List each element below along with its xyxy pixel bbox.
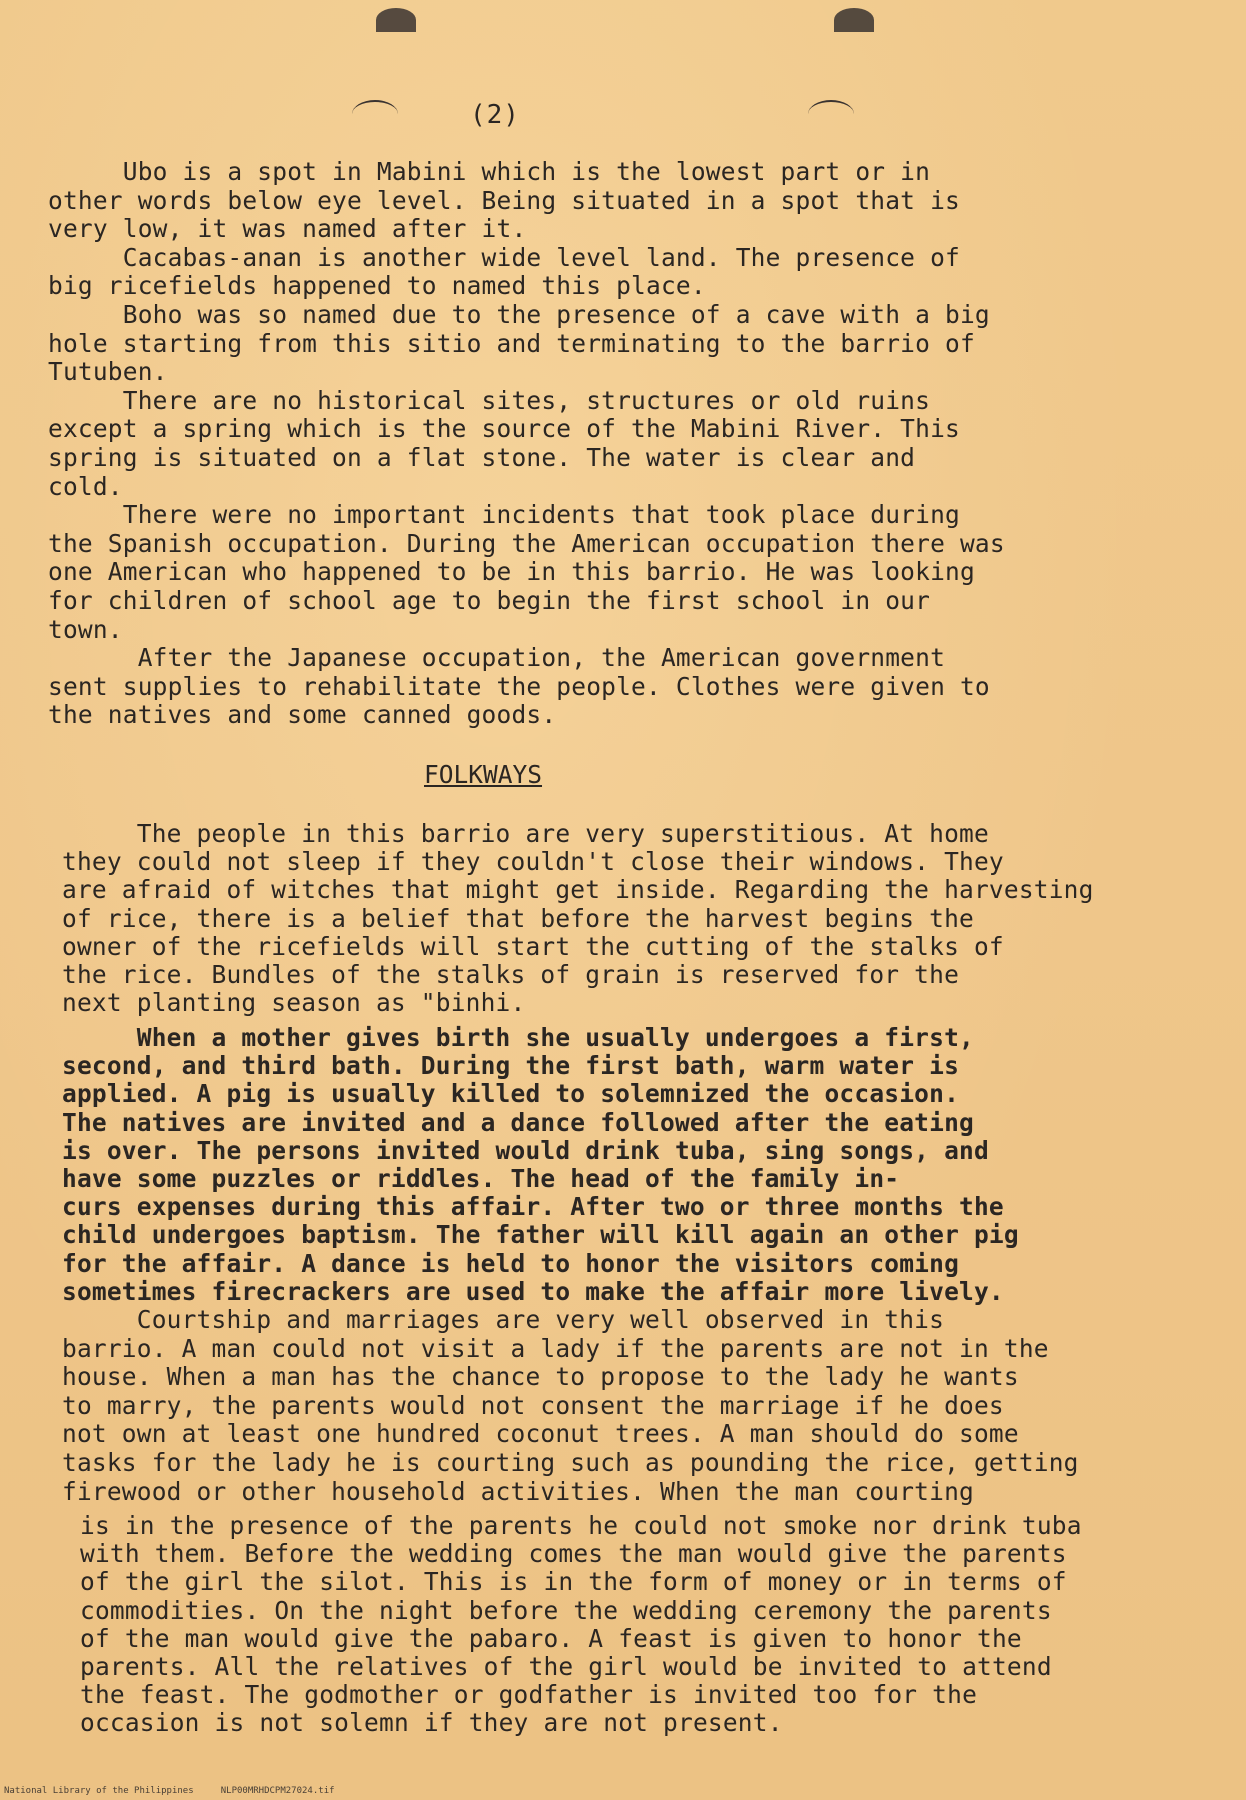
text-line: are afraid of witches that might get inside. Regarding the harvesting [62,875,1094,905]
text-line: Boho was so named due to the presence of a cave with a big [48,299,990,329]
text-line: not own at least one hundred coconut trees. A man should do some [62,1419,1019,1449]
text-line: The natives are invited and a dance followed after the eating [62,1107,974,1137]
text-line: town. [48,614,123,644]
page-number: (2) [470,100,520,130]
text-line: tasks for the lady he is courting such as pounding the rice, getting [62,1447,1079,1477]
text-line: with them. Before the wedding comes the man would give the parents [80,1539,1067,1569]
text-line: applied. A pig is usually killed to solemnized the occasion. [62,1079,960,1109]
text-line: next planting season as "binhi. [62,988,526,1018]
text-line: spring is situated on a flat stone. The water is clear and [48,442,916,472]
text-line: for children of school age to begin the first school in our [48,585,931,615]
text-line: for the affair. A dance is held to honor the visitors coming [62,1248,960,1278]
text-line: There are no historical sites, structures or old ruins [48,385,931,415]
text-line: other words below eye level. Being situated in a spot that is [48,185,960,215]
text-line: child undergoes baptism. The father will kill again an other pig [62,1220,1019,1250]
section-heading: FOLKWAYS [424,760,543,789]
wedding-paragraph [80,1512,1230,1738]
text-line: owner of the ricefields will start the cutting of the stalks of [62,931,1004,961]
birth-paragraph [62,1024,1212,1306]
text-line: the Spanish occupation. During the American occupation there was [48,528,1005,558]
text-line: of the man would give the pabaro. A feast is given to honor the [80,1623,1022,1653]
text-line: except a spring which is the source of the Mabini River. This [48,414,960,444]
text-line: barrio. A man could not visit a lady if the parents are not in the [62,1333,1049,1363]
punch-hole [376,8,416,32]
text-line: Courtship and marriages are very well observed in this [62,1305,945,1334]
history-paragraphs [48,158,1198,730]
text-line: Cacabas-anan is another wide level land. The presence of [48,242,960,272]
text-line: one American who happened to be in this barrio. He was looking [48,557,975,587]
text-line: cold. [48,471,123,501]
text-line: After the Japanese occupation, the American government [48,643,946,673]
text-line: to marry, the parents would not consent the marriage if he does [62,1390,1004,1420]
text-line: of rice, there is a belief that before the harvest begins the [62,903,974,933]
archive-footer: National Library of the Philippines NLP00MRHDCPM27024.tif [4,1786,335,1796]
text-line: Ubo is a spot in Mabini which is the lowest part or in [48,157,931,186]
text-line: There were no important incidents that took place during [48,500,960,530]
text-line: hole starting from this sitio and terminating to the barrio of [48,328,975,358]
text-line: commodities. On the night before the wedding ceremony the parents [80,1595,1052,1625]
text-line: they could not sleep if they couldn't close their windows. They [62,847,1004,877]
punch-hole-mark [352,100,398,128]
text-line: sometimes firecrackers are used to make the affair more lively. [62,1276,1004,1306]
text-line: is over. The persons invited would drink tuba, sing songs, and [62,1135,989,1165]
text-line: sent supplies to rehabilitate the people. Clothes were given to [48,671,990,701]
text-line: is in the presence of the parents he could not smoke nor drink tuba [80,1511,1082,1540]
text-line: very low, it was named after it. [48,214,527,244]
text-line: The people in this barrio are very superstitious. At home [62,819,989,848]
text-line: the feast. The godmother or godfather is invited too for the [80,1680,978,1710]
text-line: house. When a man has the chance to propose to the lady he wants [62,1362,1019,1392]
text-line: occasion is not solemn if they are not present. [80,1708,783,1738]
text-line: second, and third bath. During the first bath, warm water is [62,1051,960,1081]
text-line: the rice. Bundles of the stalks of grain is reserved for the [62,960,960,990]
text-line: the natives and some canned goods. [48,700,557,730]
punch-hole-mark [808,100,854,128]
punch-hole [834,8,874,32]
text-line: When a mother gives birth she usually undergoes a first, [62,1023,974,1052]
text-line: have some puzzles or riddles. The head of the family in- [62,1164,900,1194]
folkways-paragraph [62,820,1212,1017]
text-line: big ricefields happened to named this place. [48,271,706,301]
text-line: of the girl the silot. This is in the form of money or in terms of [80,1567,1067,1597]
text-line: curs expenses during this affair. After two or three months the [62,1192,1004,1222]
text-line: Tutuben. [48,357,168,387]
text-line: firewood or other household activities. When the man courting [62,1476,974,1506]
text-line: parents. All the relatives of the girl would be invited to attend [80,1652,1052,1682]
courtship-paragraph [62,1306,1212,1506]
